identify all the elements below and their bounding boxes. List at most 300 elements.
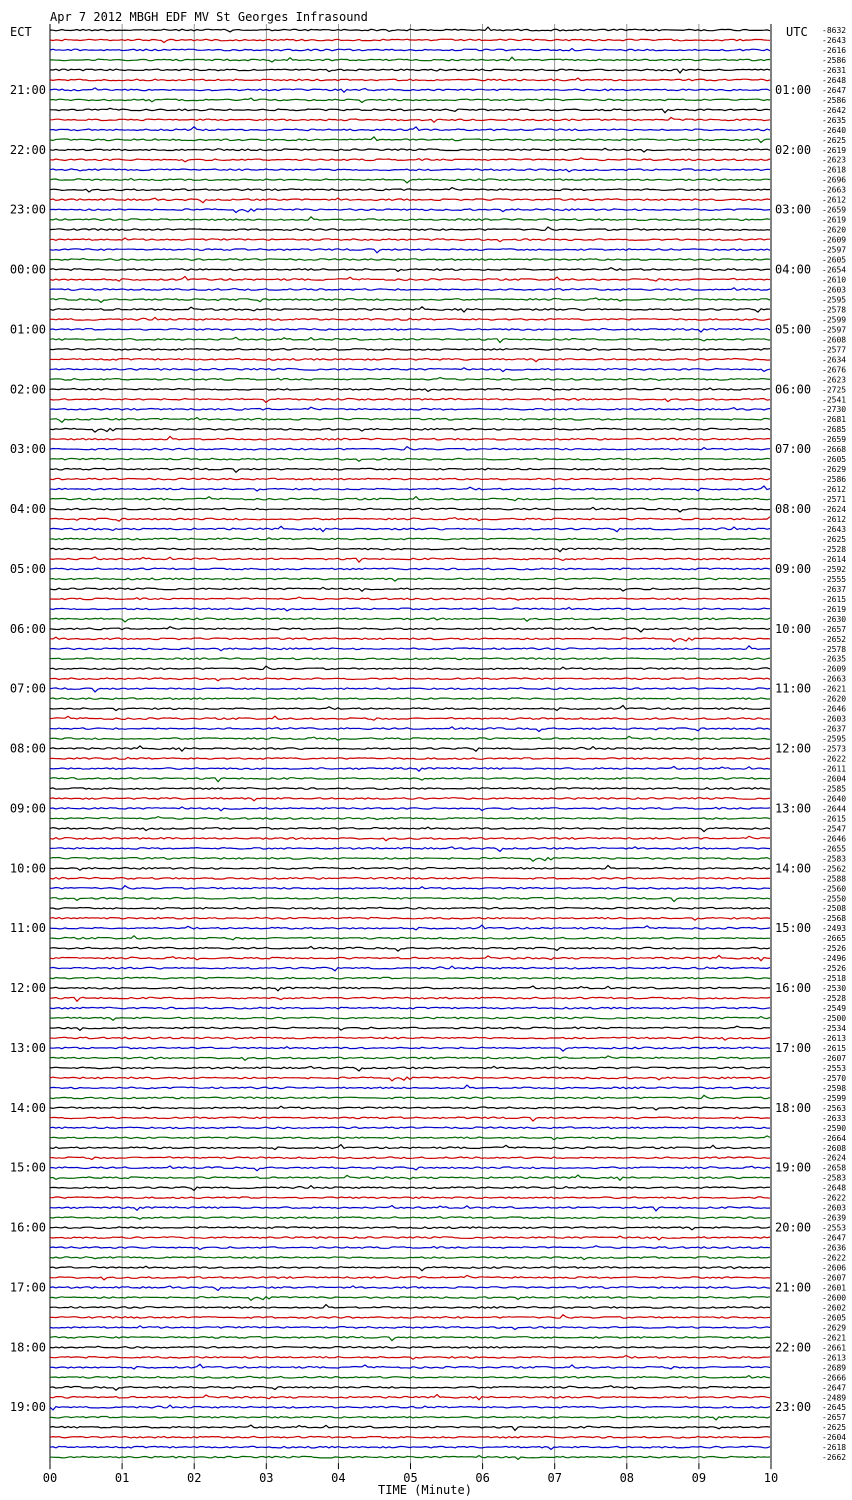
trace-value-label: -2613 — [822, 1353, 847, 1363]
ect-hour-label: 12:00 — [9, 981, 46, 996]
utc-hour-label: 18:00 — [775, 1100, 812, 1115]
x-tick-label: 01 — [114, 1471, 130, 1485]
trace-line — [50, 578, 770, 581]
trace-value-label: -2664 — [822, 1133, 847, 1143]
trace-line — [50, 1416, 770, 1420]
trace-line — [50, 627, 770, 632]
trace-line — [50, 597, 770, 600]
trace-value-label: -2663 — [822, 674, 847, 684]
utc-hour-label: 09:00 — [775, 561, 812, 576]
trace-value-label: -2619 — [822, 215, 847, 225]
trace-line — [50, 788, 770, 790]
trace-line — [50, 538, 770, 540]
x-axis-label: TIME (Minute) — [378, 1483, 472, 1497]
trace-value-label: -2615 — [822, 594, 847, 604]
trace-line — [50, 78, 770, 81]
trace-line — [50, 1337, 770, 1341]
trace-value-label: -2615 — [822, 814, 847, 824]
trace-value-label: -2489 — [822, 1393, 847, 1403]
trace-line — [50, 98, 770, 102]
trace-value-label: -2663 — [822, 185, 847, 195]
trace-value-label: -2601 — [822, 1283, 847, 1293]
trace-value-label: -2630 — [822, 614, 847, 624]
trace-value-label: -2530 — [822, 984, 847, 994]
trace-line — [50, 557, 770, 562]
trace-line — [50, 878, 770, 880]
trace-value-label: -2637 — [822, 584, 847, 594]
trace-line — [50, 666, 770, 669]
trace-value-label: -2668 — [822, 445, 847, 455]
trace-line — [50, 1206, 770, 1211]
ect-hour-label: 23:00 — [9, 202, 46, 217]
trace-value-label: -2643 — [822, 525, 847, 534]
utc-hour-label: 19:00 — [775, 1160, 812, 1175]
utc-hour-label: 20:00 — [775, 1220, 812, 1235]
trace-line — [50, 886, 770, 889]
trace-value-labels — [822, 26, 846, 1462]
ect-hour-label: 03:00 — [9, 442, 46, 457]
utc-hour-label: 04:00 — [775, 262, 812, 277]
trace-line — [50, 1017, 770, 1021]
trace-value-label: -2639 — [822, 1213, 847, 1223]
trace-line — [50, 1127, 770, 1129]
trace-line — [50, 307, 770, 312]
trace-value-label: -2605 — [822, 255, 847, 265]
trace-lines — [50, 27, 770, 1459]
trace-value-label: -2599 — [822, 315, 847, 325]
trace-value-label: -2620 — [822, 694, 847, 704]
trace-line — [50, 337, 770, 342]
ect-hour-label: 22:00 — [9, 142, 46, 157]
trace-value-label: -2553 — [822, 1063, 847, 1073]
trace-line — [50, 1186, 770, 1191]
trace-value-label: -2585 — [822, 784, 847, 794]
trace-value-label: -2635 — [822, 115, 847, 125]
trace-line — [50, 1175, 770, 1180]
trace-line — [50, 746, 770, 751]
trace-line — [50, 925, 770, 930]
left-hour-labels — [10, 83, 46, 1414]
trace-value-label: -2621 — [822, 1333, 847, 1343]
utc-hour-label: 12:00 — [775, 741, 812, 756]
trace-line — [50, 1246, 770, 1250]
ect-hour-label: 14:00 — [9, 1100, 46, 1115]
trace-line — [50, 436, 770, 440]
trace-line — [50, 507, 770, 512]
trace-value-label: -2607 — [822, 1273, 847, 1283]
trace-value-label: -2629 — [822, 1323, 847, 1333]
trace-value-label: -2615 — [822, 1043, 847, 1053]
trace-value-label: -2620 — [822, 225, 847, 235]
utc-hour-label: 03:00 — [775, 202, 812, 217]
trace-line — [50, 1346, 770, 1348]
trace-value-label: -2528 — [822, 994, 847, 1004]
trace-value-label: -2590 — [822, 1123, 847, 1133]
trace-line — [50, 1007, 770, 1009]
trace-value-label: -2624 — [822, 505, 847, 515]
trace-value-label: -2662 — [822, 1453, 847, 1463]
trace-value-label: -2609 — [822, 235, 847, 245]
trace-line — [50, 88, 770, 92]
trace-value-label: -2609 — [822, 664, 847, 674]
trace-value-label: -2654 — [822, 265, 847, 275]
trace-line — [50, 1227, 770, 1230]
trace-value-label: -2604 — [822, 774, 847, 784]
trace-line — [50, 1077, 770, 1081]
trace-value-label: -2604 — [822, 1433, 847, 1443]
trace-line — [50, 178, 770, 183]
trace-line — [50, 1047, 770, 1051]
trace-line — [50, 517, 770, 522]
trace-line — [50, 378, 770, 381]
trace-value-label: -2570 — [822, 1073, 847, 1083]
utc-hour-label: 10:00 — [775, 621, 812, 636]
trace-value-label: -2526 — [822, 944, 847, 954]
trace-line — [50, 736, 770, 740]
utc-hour-label: 23:00 — [775, 1400, 812, 1415]
trace-value-label: -2563 — [822, 1103, 847, 1113]
trace-value-label: -2508 — [822, 904, 847, 914]
trace-line — [50, 238, 770, 242]
trace-line — [50, 526, 770, 531]
ect-hour-label: 02:00 — [9, 382, 46, 397]
trace-value-label: -2676 — [822, 365, 847, 375]
trace-line — [50, 688, 770, 692]
trace-line — [50, 1395, 770, 1400]
trace-line — [50, 608, 770, 611]
trace-line — [50, 217, 770, 221]
trace-value-label: -2528 — [822, 544, 847, 554]
trace-line — [50, 1286, 770, 1291]
trace-value-label: -2597 — [822, 245, 847, 255]
trace-line — [50, 767, 770, 772]
trace-value-label: -2689 — [822, 1363, 847, 1373]
trace-value-label: -2730 — [822, 405, 847, 415]
trace-line — [50, 349, 770, 351]
x-tick-label: 08 — [619, 1471, 635, 1485]
trace-line — [50, 658, 770, 660]
utc-hour-label: 02:00 — [775, 142, 812, 157]
trace-value-label: -2610 — [822, 275, 847, 285]
trace-line — [50, 158, 770, 162]
trace-value-label: -2573 — [822, 744, 847, 754]
trace-value-label: -2625 — [822, 135, 847, 145]
trace-line — [50, 1095, 770, 1098]
trace-line — [50, 1136, 770, 1140]
trace-line — [50, 947, 770, 952]
utc-hour-label: 11:00 — [775, 681, 812, 696]
trace-value-label: -2595 — [822, 295, 847, 305]
trace-line — [50, 329, 770, 333]
ect-hour-label: 21:00 — [9, 82, 46, 97]
trace-value-label: -2608 — [822, 335, 847, 345]
trace-line — [50, 447, 770, 450]
trace-line — [50, 898, 770, 902]
trace-value-label: -2725 — [822, 385, 847, 395]
trace-value-label: -2655 — [822, 844, 847, 854]
trace-value-label: -2578 — [822, 644, 847, 654]
utc-hour-label: 14:00 — [775, 861, 812, 876]
trace-value-label: -2637 — [822, 724, 847, 734]
trace-line — [50, 1425, 770, 1430]
utc-hour-label: 16:00 — [775, 981, 812, 996]
trace-value-label: -2586 — [822, 55, 847, 65]
utc-hour-label: 22:00 — [775, 1340, 812, 1355]
trace-line — [50, 977, 770, 979]
trace-value-label: -2605 — [822, 1313, 847, 1323]
trace-line — [50, 1376, 770, 1379]
trace-line — [50, 646, 770, 651]
trace-value-label: -2583 — [822, 854, 847, 864]
trace-value-label: -2659 — [822, 205, 847, 215]
trace-value-label: -2598 — [822, 1083, 847, 1093]
trace-line — [50, 359, 770, 362]
trace-value-label: -2647 — [822, 85, 847, 95]
trace-value-label: -2606 — [822, 1263, 847, 1273]
trace-value-label: -2640 — [822, 794, 847, 804]
trace-value-label: -2612 — [822, 485, 847, 495]
trace-line — [50, 1446, 770, 1449]
trace-value-label: -2625 — [822, 1423, 847, 1433]
trace-value-label: -2612 — [822, 195, 847, 205]
x-tick-label: 10 — [763, 1471, 779, 1485]
trace-value-label: -2622 — [822, 754, 847, 764]
trace-line — [50, 288, 770, 291]
trace-line — [50, 1037, 770, 1040]
ect-hour-label: 16:00 — [9, 1220, 46, 1235]
x-tick-label: 00 — [42, 1471, 58, 1485]
trace-value-label: -2550 — [822, 894, 847, 904]
trace-value-label: -2623 — [822, 375, 847, 385]
trace-line — [50, 706, 770, 711]
trace-line — [50, 1356, 770, 1360]
utc-hour-label: 15:00 — [775, 921, 812, 936]
trace-value-label: -2541 — [822, 395, 847, 405]
trace-value-label: -2603 — [822, 714, 847, 724]
trace-value-label: -2603 — [822, 1203, 847, 1213]
trace-line — [50, 458, 770, 461]
ect-hour-label: 01:00 — [9, 322, 46, 337]
trace-line — [50, 997, 770, 1001]
trace-line — [50, 49, 770, 51]
trace-line — [50, 259, 770, 261]
trace-line — [50, 917, 770, 920]
trace-value-label: -2666 — [822, 1373, 847, 1383]
trace-line — [50, 956, 770, 961]
trace-line — [50, 798, 770, 801]
trace-value-label: -2619 — [822, 604, 847, 614]
right-hour-labels — [775, 83, 811, 1414]
trace-value-label: -2555 — [822, 574, 847, 584]
ect-hour-label: 07:00 — [9, 681, 46, 696]
trace-line — [50, 368, 770, 372]
trace-line — [50, 1275, 770, 1279]
trace-line — [50, 478, 770, 480]
trace-line — [50, 637, 770, 641]
trace-value-label: -2647 — [822, 1383, 847, 1393]
trace-line — [50, 1066, 770, 1071]
trace-line — [50, 209, 770, 213]
trace-value-label: -2577 — [822, 345, 847, 355]
trace-line — [50, 1386, 770, 1390]
trace-line — [50, 1026, 770, 1030]
trace-value-label: -2646 — [822, 704, 847, 714]
trace-line — [50, 936, 770, 940]
trace-line — [50, 1106, 770, 1110]
x-tick-label: 03 — [259, 1471, 274, 1485]
trace-line — [50, 468, 770, 472]
trace-line — [50, 1117, 770, 1121]
trace-value-label: -2600 — [822, 1293, 847, 1303]
trace-line — [50, 716, 770, 720]
trace-value-label: -2634 — [822, 355, 847, 365]
ect-hour-label: 10:00 — [9, 861, 46, 876]
ect-hour-label: 08:00 — [9, 741, 46, 756]
ect-hour-label: 09:00 — [9, 801, 46, 816]
trace-value-label: -2622 — [822, 1253, 847, 1263]
trace-line — [50, 858, 770, 862]
trace-line — [50, 966, 770, 971]
ect-hour-label: 00:00 — [9, 262, 46, 277]
trace-line — [50, 678, 770, 681]
ect-hour-label: 15:00 — [9, 1160, 46, 1175]
trace-line — [50, 169, 770, 172]
x-axis-ticks — [43, 1463, 778, 1485]
ect-hour-label: 11:00 — [9, 921, 46, 936]
trace-value-label: -2665 — [822, 934, 847, 944]
trace-value-label: -2586 — [822, 95, 847, 105]
trace-line — [50, 118, 770, 123]
trace-line — [50, 1166, 770, 1171]
x-tick-label: 05 — [403, 1471, 418, 1485]
trace-value-label: -2592 — [822, 564, 847, 574]
trace-line — [50, 108, 770, 112]
trace-line — [50, 548, 770, 552]
trace-value-label: -2518 — [822, 974, 847, 984]
trace-value-label: -2646 — [822, 834, 847, 844]
trace-value-label: -2643 — [822, 35, 847, 45]
trace-value-label: -2657 — [822, 624, 847, 634]
trace-line — [50, 428, 770, 432]
trace-value-label: -2636 — [822, 1243, 847, 1253]
trace-line — [50, 1297, 770, 1301]
trace-line — [50, 1257, 770, 1260]
trace-value-label: -2553 — [822, 1223, 847, 1233]
trace-value-label: -2603 — [822, 285, 847, 295]
utc-hour-label: 06:00 — [775, 382, 812, 397]
trace-value-label: -2534 — [822, 1024, 847, 1033]
trace-value-label: -2595 — [822, 734, 847, 744]
trace-line — [50, 1456, 770, 1460]
trace-value-label: -2631 — [822, 65, 847, 75]
trace-value-label: -2583 — [822, 1173, 847, 1183]
ect-hour-label: 06:00 — [9, 621, 46, 636]
trace-line — [50, 1315, 770, 1318]
trace-line — [50, 1236, 770, 1240]
x-tick-label: 09 — [691, 1471, 707, 1485]
trace-value-label: -2614 — [822, 554, 847, 564]
trace-value-label: -2658 — [822, 1163, 847, 1173]
trace-line — [50, 847, 770, 852]
trace-value-label: -2623 — [822, 155, 847, 165]
trace-line — [50, 836, 770, 840]
utc-hour-label: 13:00 — [775, 801, 812, 816]
trace-line — [50, 1056, 770, 1060]
trace-line — [50, 727, 770, 732]
trace-line — [50, 298, 770, 302]
trace-value-label: -2578 — [822, 305, 847, 315]
trace-value-label: -2696 — [822, 175, 847, 185]
trace-line — [50, 418, 770, 423]
x-tick-label: 06 — [475, 1471, 490, 1485]
trace-value-label: -2619 — [822, 145, 847, 155]
trace-line — [50, 1197, 770, 1199]
trace-value-label: -2648 — [822, 75, 847, 85]
trace-line — [50, 827, 770, 832]
trace-line — [50, 57, 770, 62]
x-tick-label: 04 — [331, 1471, 346, 1485]
trace-value-label: -2642 — [822, 105, 847, 115]
trace-line — [50, 486, 770, 491]
trace-line — [50, 986, 770, 991]
ect-hour-label: 05:00 — [9, 561, 46, 576]
utc-hour-label: 21:00 — [775, 1280, 812, 1295]
trace-value-label: -2586 — [822, 475, 847, 485]
trace-line — [50, 249, 770, 253]
trace-line — [50, 127, 770, 131]
trace-line — [50, 27, 770, 32]
trace-value-label: -2681 — [822, 415, 847, 425]
trace-line — [50, 1157, 770, 1160]
trace-value-label: -2608 — [822, 1143, 847, 1153]
trace-line — [50, 276, 770, 281]
trace-value-label: -2616 — [822, 45, 847, 55]
trace-value-label: -2526 — [822, 964, 847, 974]
trace-line — [50, 1305, 770, 1309]
trace-value-label: -2496 — [822, 954, 847, 964]
trace-value-label: -2618 — [822, 1443, 847, 1453]
trace-value-label: -2652 — [822, 634, 847, 644]
trace-value-label: -2547 — [822, 824, 847, 834]
trace-line — [50, 137, 770, 143]
trace-value-label: -2622 — [822, 1193, 847, 1203]
trace-line — [50, 1364, 770, 1369]
trace-line — [50, 227, 770, 230]
trace-value-label: -2560 — [822, 884, 847, 894]
x-tick-label: 02 — [186, 1471, 202, 1485]
trace-line — [50, 317, 770, 320]
trace-value-label: -2648 — [822, 1183, 847, 1193]
utc-hour-label: 07:00 — [775, 442, 812, 457]
utc-hour-label: 17:00 — [775, 1040, 812, 1055]
trace-value-label: -2685 — [822, 425, 847, 435]
trace-value-label: -2597 — [822, 325, 847, 335]
trace-line — [50, 1145, 770, 1150]
trace-value-label: -2644 — [822, 804, 847, 814]
trace-line — [50, 817, 770, 820]
trace-value-label: -2621 — [822, 684, 847, 694]
utc-hour-label: 01:00 — [775, 82, 812, 97]
trace-line — [50, 587, 770, 591]
trace-value-label: -2640 — [822, 125, 847, 135]
left-axis-label: ECT — [10, 25, 32, 39]
trace-value-label: -2618 — [822, 165, 847, 175]
trace-value-label: -2612 — [822, 515, 847, 525]
trace-line — [50, 1266, 770, 1271]
trace-value-label: -2633 — [822, 1113, 847, 1123]
trace-line — [50, 807, 770, 811]
trace-value-label: -2611 — [822, 764, 847, 774]
